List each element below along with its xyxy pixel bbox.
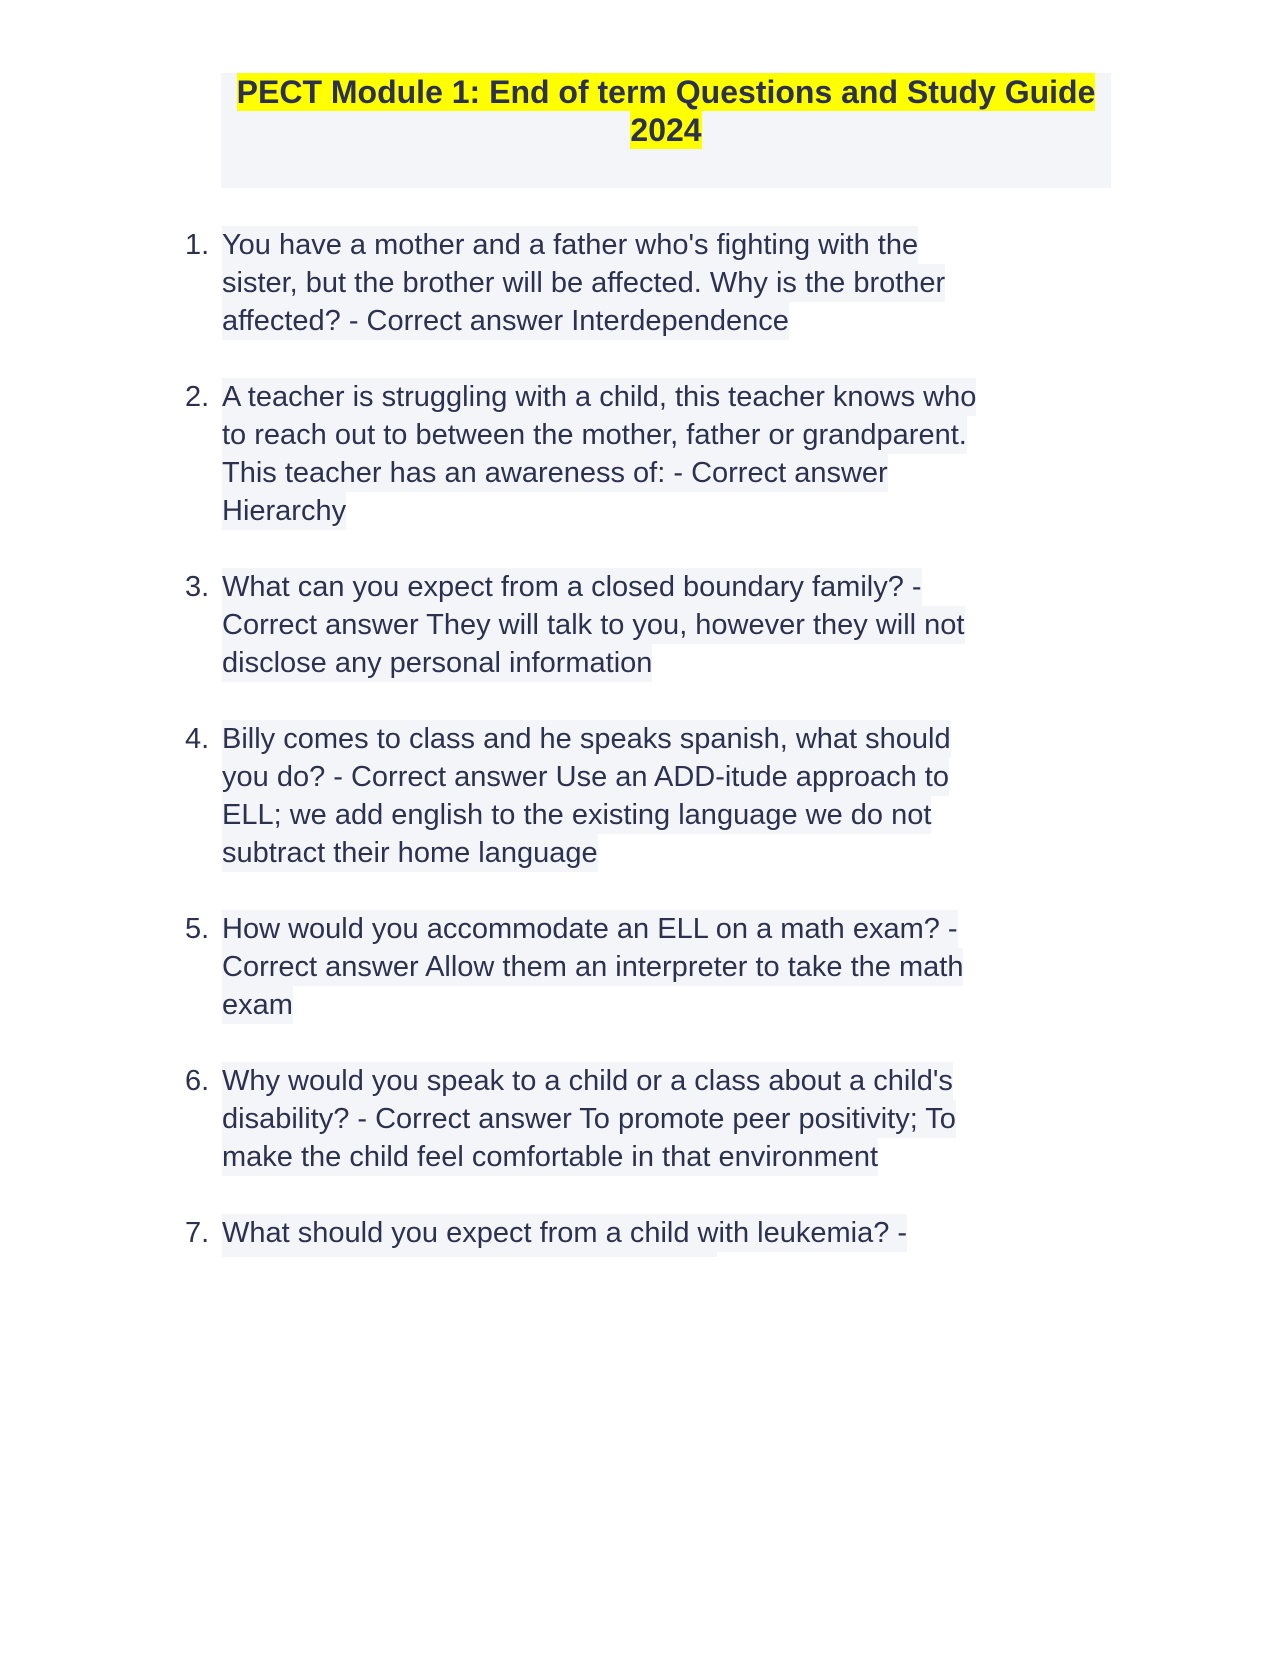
question-text-line: affected? - Correct answer Interdependence xyxy=(222,302,789,340)
title-line-1: PECT Module 1: End of term Questions and Study Guide xyxy=(236,74,1096,110)
question-text-line: How would you accommodate an ELL on a math exam? - xyxy=(222,910,958,948)
question-text-line: What can you expect from a closed boundary family? - xyxy=(222,568,922,606)
question-list xyxy=(170,226,1130,1257)
question-text-line: Correct answer Allow them an interpreter to take the math xyxy=(222,948,963,986)
question-text-line: you do? - Correct answer Use an ADD-itude approach to xyxy=(222,758,949,796)
question-text-line: subtract their home language xyxy=(222,834,598,872)
clipped-text-line xyxy=(222,1252,717,1257)
question-text-line: This teacher has an awareness of: - Correct answer xyxy=(222,454,888,492)
question-item xyxy=(170,720,1130,872)
question-item xyxy=(170,1062,1130,1176)
question-text-line: Billy comes to class and he speaks spanish, what should xyxy=(222,720,951,758)
question-text-line: disability? - Correct answer To promote peer positivity; To xyxy=(222,1100,956,1138)
question-text-line: ELL; we add english to the existing language we do not xyxy=(222,796,931,834)
question-text-line: exam xyxy=(222,986,293,1024)
question-text-line: sister, but the brother will be affected. Why is the brother xyxy=(222,264,945,302)
question-text-line: You have a mother and a father who's fighting with the xyxy=(222,226,918,264)
question-text-line: Why would you speak to a child or a class about a child's xyxy=(222,1062,953,1100)
question-number: 6. xyxy=(185,1065,210,1097)
question-item xyxy=(170,568,1130,682)
question-number: 7. xyxy=(185,1217,210,1249)
question-number: 2. xyxy=(185,381,210,413)
question-item xyxy=(170,910,1130,1024)
title-line-2: 2024 xyxy=(630,112,702,148)
question-item xyxy=(170,1214,1130,1257)
question-text-line: disclose any personal information xyxy=(222,644,652,682)
question-text-line: A teacher is struggling with a child, this teacher knows who xyxy=(222,378,976,416)
question-number: 1. xyxy=(185,229,210,261)
question-text-line: Hierarchy xyxy=(222,492,346,530)
question-item xyxy=(170,378,1130,530)
question-text-line: What should you expect from a child with leukemia? - xyxy=(222,1214,907,1252)
question-text-line: make the child feel comfortable in that environment xyxy=(222,1138,878,1176)
question-text-line: Correct answer They will talk to you, however they will not xyxy=(222,606,965,644)
question-number: 3. xyxy=(185,571,210,603)
question-item xyxy=(170,226,1130,340)
question-number: 5. xyxy=(185,913,210,945)
document-title xyxy=(221,73,1111,188)
question-number: 4. xyxy=(185,723,210,755)
question-text-line: to reach out to between the mother, father or grandparent. xyxy=(222,416,967,454)
